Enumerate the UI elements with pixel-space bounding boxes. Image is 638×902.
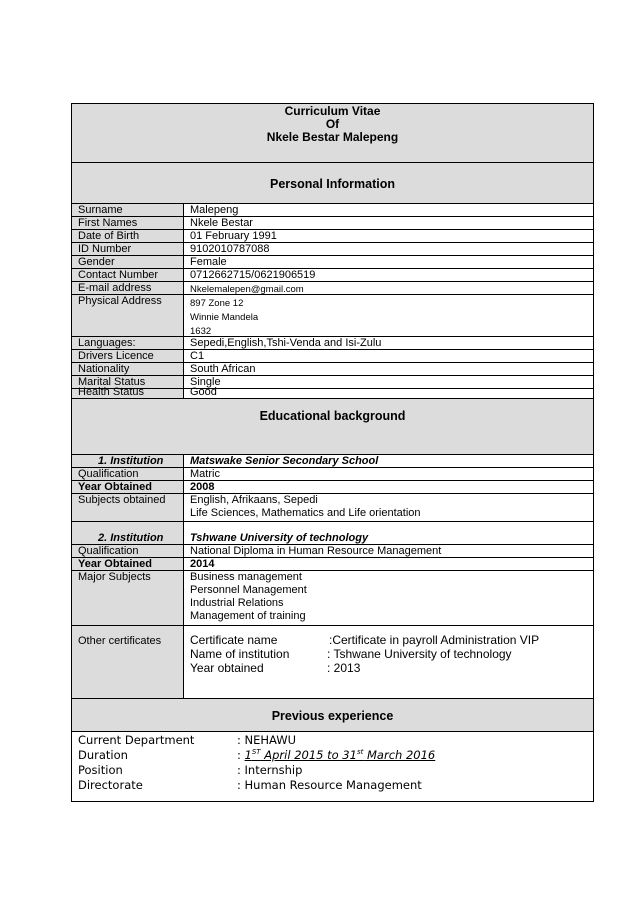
first-names-value: Nkele Bestar [190, 217, 253, 229]
surname-label: Surname [78, 204, 123, 216]
inst2-subj-3: Industrial Relations [190, 597, 284, 609]
address-label: Physical Address [78, 295, 162, 307]
education-heading: Educational background [259, 409, 406, 423]
health-value: Good [190, 386, 217, 398]
cv-title-of: Of [325, 117, 340, 131]
inst1-subj-1: English, Afrikaans, Sepedi [190, 494, 318, 506]
health-label: Health Status [78, 386, 145, 398]
marital-label: Marital Status [78, 376, 146, 388]
inst2-qual: National Diploma in Human Resource Management [190, 545, 442, 557]
surname-value: Malepeng [190, 204, 239, 216]
first-names-label: First Names [78, 217, 138, 229]
email-value: Nkelemalepen@gmail.com [190, 284, 304, 295]
inst2-subj-2: Personnel Management [190, 584, 307, 596]
address-line-1: 897 Zone 12 [190, 298, 244, 309]
address-line-3: 1632 [190, 326, 212, 337]
inst1-subj-label: Subjects obtained [78, 494, 166, 506]
dept-value: : NEHAWU [237, 733, 297, 747]
directorate-label: Directorate [78, 778, 143, 792]
inst1-qual-label: Qualification [78, 468, 139, 480]
contact-value: 0712662715/0621906519 [190, 269, 316, 281]
inst1-year-label: Year Obtained [78, 481, 152, 493]
inst1-subj-2: Life Sciences, Mathematics and Life orientation [190, 507, 421, 519]
languages-label: Languages: [78, 337, 136, 349]
directorate-value: : Human Resource Management [237, 778, 422, 792]
education-table [72, 455, 593, 698]
inst2-year-label: Year Obtained [78, 558, 152, 570]
personal-table [72, 204, 593, 398]
other-cert-label: Other certificates [78, 635, 162, 647]
cv-name: Nkele Bestar Malepeng [266, 130, 399, 144]
cert-inst-key: Name of institution [190, 647, 290, 661]
inst2-qual-label: Qualification [78, 545, 139, 557]
dept-label: Current Department [78, 733, 195, 747]
licence-label: Drivers Licence [78, 350, 154, 362]
education-heading-row [72, 399, 593, 454]
cert-year-value: : 2013 [327, 661, 361, 675]
cert-name-key: Certificate name [190, 633, 278, 647]
id-value: 9102010787088 [190, 243, 270, 255]
cert-name-value: :Certificate in payroll Administration VIP [329, 633, 540, 647]
inst1-year: 2008 [190, 481, 215, 493]
position-value: : Internship [237, 763, 303, 777]
cert-year-key: Year obtained [190, 661, 264, 675]
inst2-label: 2. Institution [98, 532, 164, 544]
marital-value: Single [190, 376, 221, 388]
inst2-year: 2014 [190, 558, 215, 570]
gender-value: Female [190, 256, 227, 268]
email-label: E-mail address [78, 282, 152, 294]
inst2-subj-1: Business management [190, 571, 302, 583]
dob-label: Date of Birth [78, 230, 140, 242]
experience-heading-row [72, 699, 593, 731]
languages-value: Sepedi,English,Tshi-Venda and Isi-Zulu [190, 337, 382, 349]
title-block [72, 104, 593, 162]
inst1-name: Matswake Senior Secondary School [190, 455, 379, 467]
licence-value: C1 [190, 350, 205, 362]
experience-section [72, 732, 593, 801]
cert-inst-value: : Tshwane University of technology [327, 647, 512, 661]
id-label: ID Number [78, 243, 132, 255]
contact-label: Contact Number [78, 269, 159, 281]
inst2-subj-label: Major Subjects [78, 571, 151, 583]
cv-title: Curriculum Vitae [284, 104, 381, 118]
position-label: Position [78, 763, 123, 777]
duration-label: Duration [78, 748, 128, 762]
inst2-name: Tshwane University of technology [190, 532, 369, 544]
inst2-subj-4: Management of training [190, 610, 306, 622]
inst1-label: 1. Institution [98, 455, 164, 467]
cv-document [71, 103, 594, 802]
address-line-2: Winnie Mandela [190, 312, 259, 323]
personal-heading-row [72, 163, 593, 203]
dob-value: 01 February 1991 [190, 230, 277, 242]
personal-heading: Personal Information [269, 177, 396, 191]
duration-value: : 1ST April 2015 to 31st March 2016 [237, 748, 436, 762]
nationality-label: Nationality [78, 363, 130, 375]
nationality-value: South African [190, 363, 256, 375]
inst1-qual: Matric [190, 468, 220, 480]
gender-label: Gender [78, 256, 115, 268]
experience-heading: Previous experience [271, 709, 394, 723]
